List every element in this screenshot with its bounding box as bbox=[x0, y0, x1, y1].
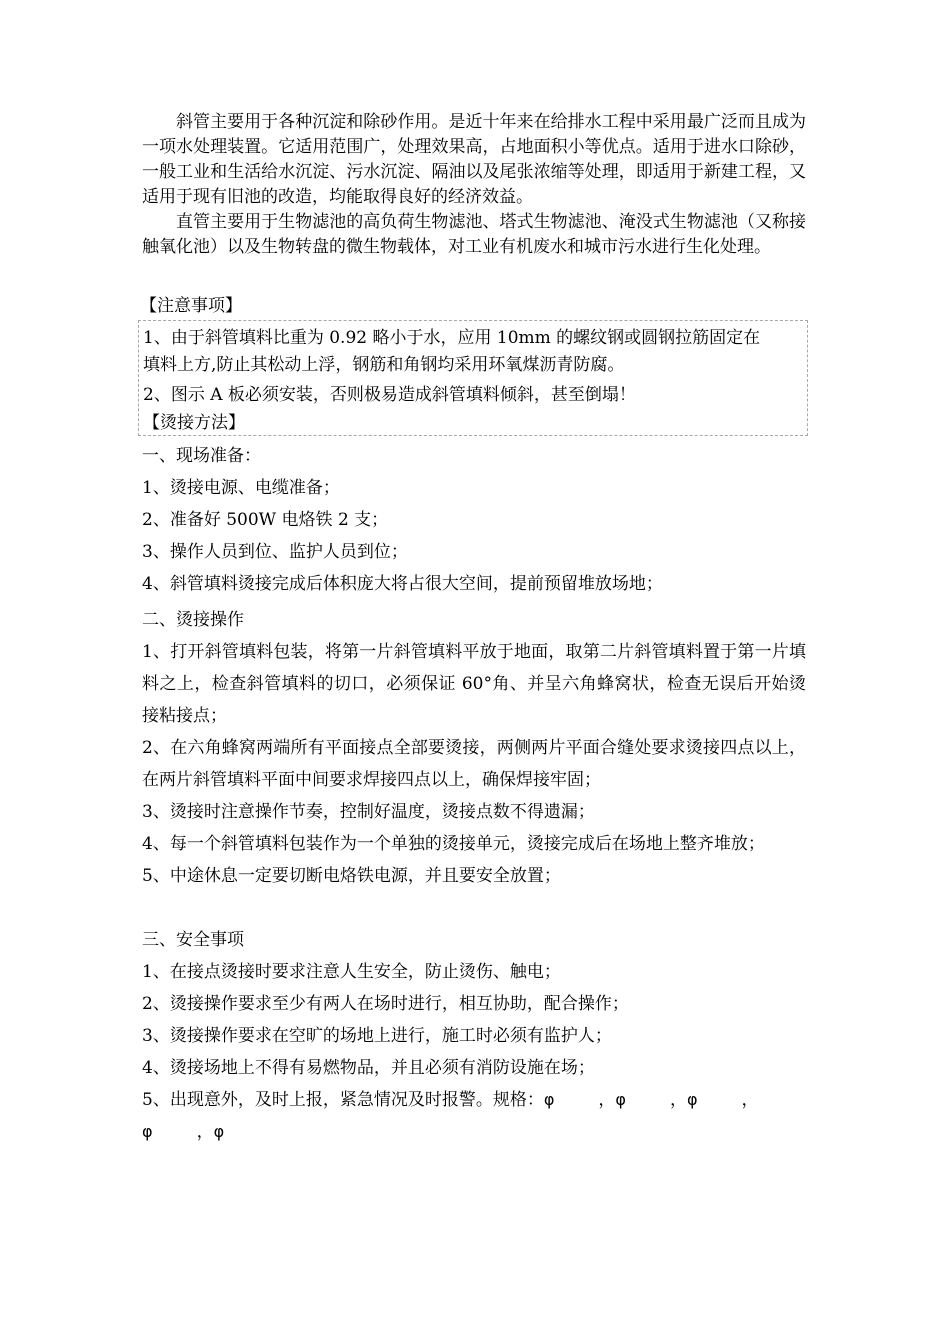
list-item: 1、打开斜管填料包装，将第一片斜管填料平放于地面，取第二片斜管填料置于第一片填料之上，检查斜管填料的切口，必须保证 60°角、并呈六角蜂窝状，检查无误后开始烫接粘接点； bbox=[142, 642, 806, 726]
list-item: 3、操作人员到位、监护人员到位； bbox=[142, 542, 408, 562]
specs-text: 5、出现意外，及时上报，紧急情况及时报警。规格： bbox=[142, 1090, 544, 1110]
section-title: 一、现场准备： bbox=[142, 446, 261, 466]
list-item: 2、准备好 500W 电烙铁 2 支； bbox=[142, 510, 389, 530]
section-title: 三、安全事项 bbox=[142, 930, 244, 950]
section-safety bbox=[142, 924, 806, 1148]
section-site-preparation bbox=[142, 444, 806, 596]
list-item: 5、中途休息一定要切断电烙铁电源，并且要安全放置； bbox=[142, 866, 561, 886]
intro-paragraph-inclined-tube: 斜管主要用于各种沉淀和除砂作用。是近十年来在给排水工程中采用最广泛而且成为一项水处理装置。它适用范围广，处理效果高，占地面积小等优点。适用于进水口除砂，一般工业和生活给水沉淀、污水沉淀、隔油以及尾张浓缩等处理，即适用于新建工程，又适用于现有旧池的改造，均能取得良好的经济效益。 bbox=[142, 112, 806, 207]
method-heading: 【烫接方法】 bbox=[143, 413, 245, 433]
spec-symbol: φ bbox=[142, 1122, 153, 1141]
list-item: 2、在六角蜂窝两端所有平面接点全部要烫接，两侧两片平面合缝处要求烫接四点以上，在两片斜管填料平面中间要求焊接四点以上，确保焊接牢固； bbox=[142, 738, 806, 790]
spec-symbol: φ bbox=[543, 1090, 555, 1109]
spec-separator: ， bbox=[196, 1122, 214, 1142]
note-item-1-line-1: 1、由于斜管填料比重为 0.92 略小于水，应用 10mm 的螺纹钢或圆钢拉筋固定在 bbox=[143, 328, 761, 348]
section-title: 二、烫接操作 bbox=[142, 610, 244, 630]
list-item-specs bbox=[142, 1084, 806, 1148]
section-welding-operation bbox=[142, 604, 806, 892]
list-item: 4、每一个斜管填料包装作为一个单独的烫接单元，烫接完成后在场地上整齐堆放； bbox=[142, 834, 765, 854]
spec-separator: ， bbox=[741, 1090, 759, 1110]
notes-box bbox=[138, 320, 808, 436]
list-item: 2、烫接操作要求至少有两人在场时进行，相互协助，配合操作； bbox=[142, 994, 629, 1014]
list-item: 4、烫接场地上不得有易燃物品，并且必须有消防设施在场； bbox=[142, 1058, 595, 1078]
list-item: 1、在接点烫接时要求注意人生安全，防止烫伤、触电； bbox=[142, 962, 561, 982]
spec-symbol: φ bbox=[686, 1090, 698, 1109]
notes-heading: 【注意事项】 bbox=[140, 296, 242, 316]
intro-section bbox=[142, 110, 806, 260]
list-item: 3、烫接操作要求在空旷的场地上进行，施工时必须有监护人； bbox=[142, 1026, 612, 1046]
list-item: 3、烫接时注意操作节奏，控制好温度，烫接点数不得遗漏； bbox=[142, 802, 595, 822]
note-item-1-line-2: 填料上方,防止其松动上浮，钢筋和角钢均采用环氧煤沥青防腐。 bbox=[143, 355, 625, 375]
spec-separator: ， bbox=[598, 1090, 616, 1110]
spec-symbol: φ bbox=[615, 1090, 626, 1109]
list-item: 1、烫接电源、电缆准备； bbox=[142, 478, 340, 498]
spec-symbol: φ bbox=[213, 1122, 225, 1141]
note-item-2: 2、图示 A 板必须安装，否则极易造成斜管填料倾斜，甚至倒塌！ bbox=[143, 385, 636, 405]
spec-separator: ， bbox=[669, 1090, 687, 1110]
intro-paragraph-straight-tube: 直管主要用于生物滤池的高负荷生物滤池、塔式生物滤池、淹没式生物滤池（又称接触氧化池）以及生物转盘的微生物载体，对工业有机废水和城市污水进行生化处理。 bbox=[142, 212, 806, 257]
list-item: 4、斜管填料烫接完成后体积庞大将占很大空间，提前预留堆放场地； bbox=[142, 574, 663, 594]
